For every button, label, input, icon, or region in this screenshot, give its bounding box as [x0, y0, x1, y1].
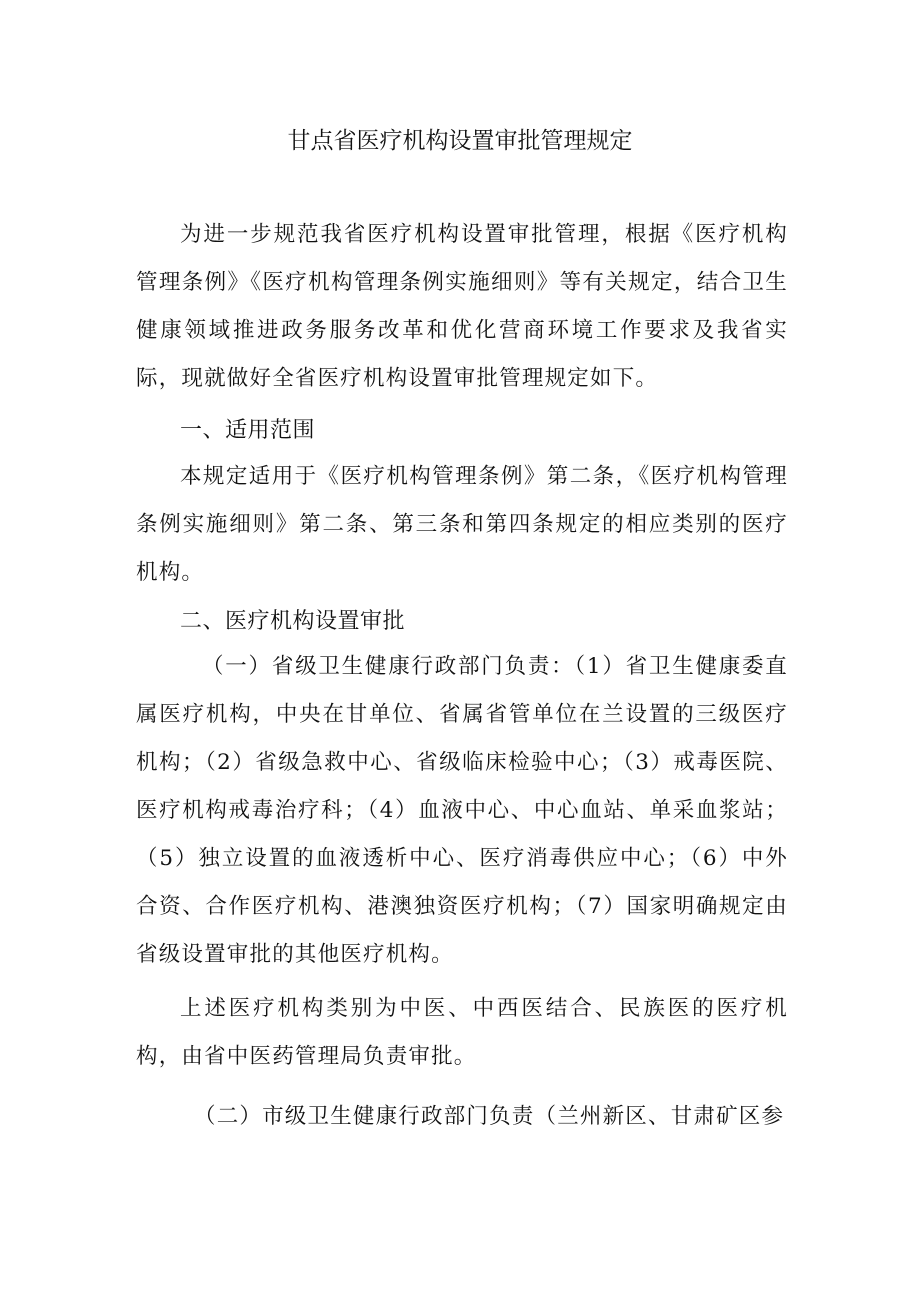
scope-paragraph: 本规定适用于《医疗机构管理条例》第二条，《医疗机构管理条例实施细则》第二条、第三条和第四条规定的相应类别的医疗机构。 — [136, 464, 788, 585]
intro-paragraph: 为进一步规范我省医疗机构设置审批管理，根据《医疗机构管理条例》《医疗机构管理条例实施细则》等有关规定，结合卫生健康领域推进政务服务改革和优化营商环境工作要求及我省实际，现就做好全省医疗机构设置审批管理规定如下。 — [136, 222, 788, 391]
tcm-approval-note-paragraph: 上述医疗机构类别为中医、中西医结合、民族医的医疗机构，由省中医药管理局负责审批。 — [136, 996, 788, 1069]
section-heading-approval: 二、医疗机构设置审批 — [180, 609, 406, 634]
city-approval-paragraph: （二）市级卫生健康行政部门负责（兰州新区、甘肃矿区参 — [194, 1104, 785, 1129]
document-title: 甘点省医疗机构设置审批管理规定 — [287, 128, 633, 154]
section-heading-scope: 一、适用范围 — [180, 418, 316, 443]
provincial-approval-paragraph: （一）省级卫生健康行政部门负责：（1）省卫生健康委直属医疗机构，中央在甘单位、省属省管单位在兰设置的三级医疗机构；（2）省级急救中心、省级临床检验中心；（3）戒毒医院、医疗机构戒毒治疗科；（4）血液中心、中心血站、单采血浆站；（5）独立设置的血液透析中心、医疗消毒供应中心；（6）中外合资、合作医疗机构、港澳独资医疗机构；（7）国家明确规定由省级设置审批的其他医疗机构。 — [136, 654, 788, 967]
